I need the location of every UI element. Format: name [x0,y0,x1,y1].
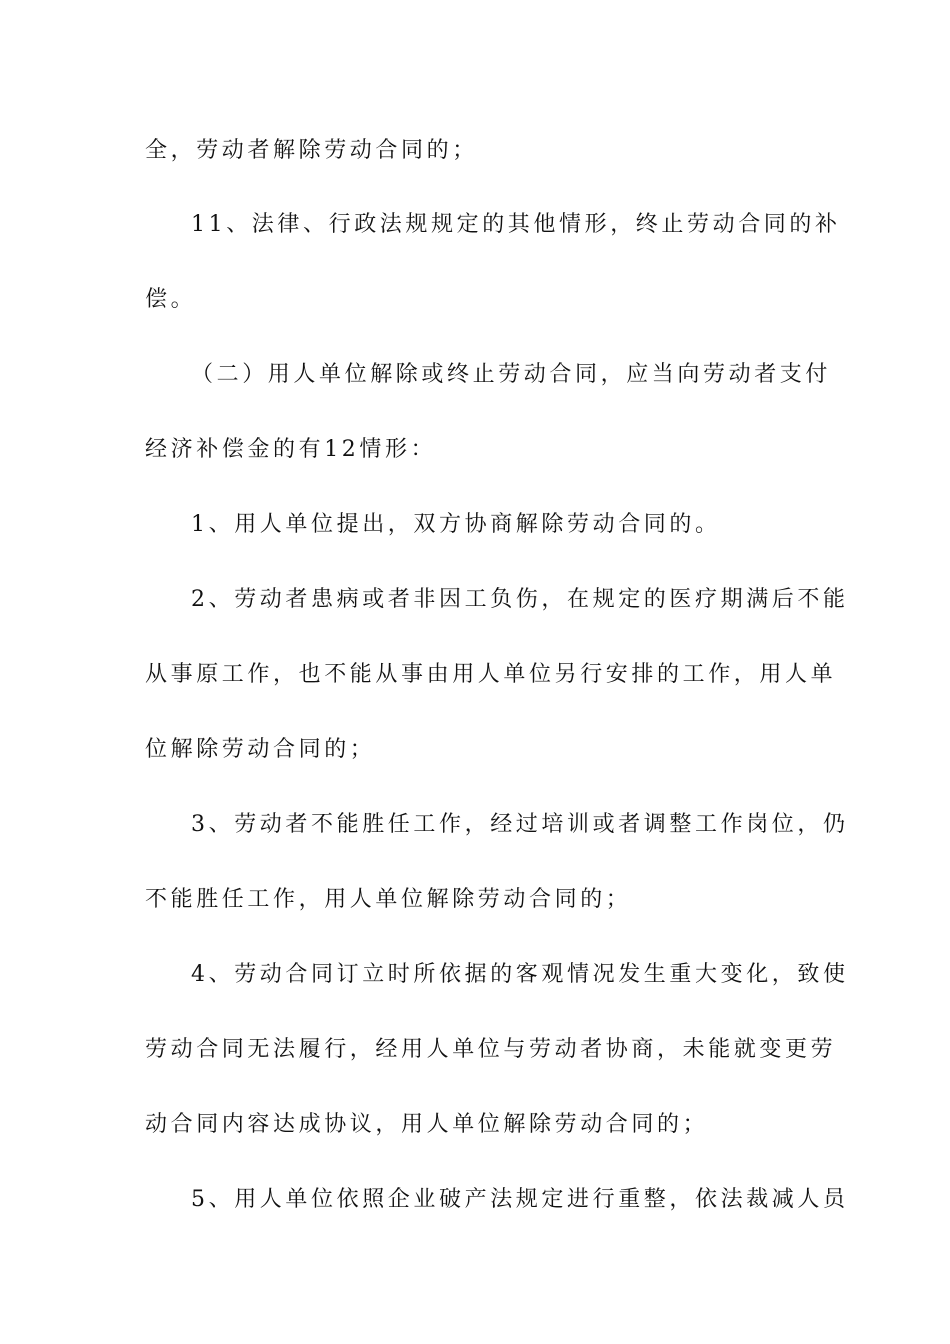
text-line: 3、劳动者不能胜任工作，经过培训或者调整工作岗位，仍 [191,812,849,837]
text-line: 5、用人单位依照企业破产法规定进行重整，依法裁减人员 [191,1187,849,1212]
text-line: （二）用人单位解除或终止劳动合同，应当向劳动者支付 [191,362,832,387]
text-line: 1、用人单位提出，双方协商解除劳动合同的。 [191,512,721,537]
text-line: 2、劳动者患病或者非因工负伤，在规定的医疗期满后不能 [191,587,849,612]
text-line: 动合同内容达成协议，用人单位解除劳动合同的； [145,1112,709,1137]
text-line: 劳动合同无法履行，经用人单位与劳动者协商，未能就变更劳 [145,1037,837,1062]
text-line: 全，劳动者解除劳动合同的； [145,138,478,163]
text-line: 4、劳动合同订立时所依据的客观情况发生重大变化，致使 [191,962,849,987]
text-line: 偿。 [145,287,197,312]
text-line: 位解除劳动合同的； [145,737,376,762]
text-line: 经济补偿金的有12情形： [145,437,437,462]
text-line: 不能胜任工作，用人单位解除劳动合同的； [145,887,632,912]
text-line: 11、法律、行政法规规定的其他情形，终止劳动合同的补 [191,212,841,237]
text-line: 从事原工作，也不能从事由用人单位另行安排的工作，用人单 [145,662,837,687]
